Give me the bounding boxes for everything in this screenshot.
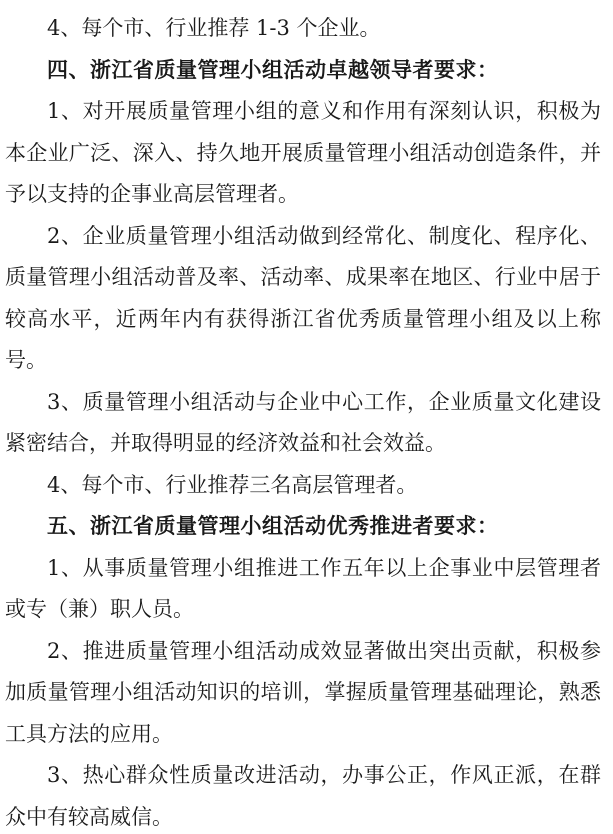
paragraph: 1、对开展质量管理小组的意义和作用有深刻认识，积极为本企业广泛、深入、持久地开展质量管理小组活动创造条件，并予以支持的企事业高层管理者。 — [5, 99, 601, 206]
paragraph: 4、每个市、行业推荐 1-3 个企业。 — [47, 16, 381, 40]
paragraph: 1、从事质量管理小组推进工作五年以上企事业中层管理者或专（兼）职人员。 — [5, 555, 601, 621]
paragraph: 2、企业质量管理小组活动做到经常化、制度化、程序化、质量管理小组活动普及率、活动率、成果率在地区、行业中居于较高水平，近两年内有获得浙江省优秀质量管理小组及以上称号。 — [5, 223, 601, 372]
section-heading: 四、浙江省质量管理小组活动卓越领导者要求： — [47, 57, 499, 82]
section-heading: 五、浙江省质量管理小组活动优秀推进者要求： — [47, 514, 499, 538]
paragraph: 4、每个市、行业推荐三名高层管理者。 — [47, 472, 418, 497]
paragraph: 3、热心群众性质量改进活动，办事公正，作风正派，在群众中有较高威信。 — [5, 763, 601, 829]
paragraph: 3、质量管理小组活动与企业中心工作，企业质量文化建设紧密结合，并取得明显的经济效益和社会效益。 — [5, 389, 601, 455]
paragraph: 2、推进质量管理小组活动成效显著做出突出贡献，积极参加质量管理小组活动知识的培训，掌握质量管理基础理论，熟悉工具方法的应用。 — [5, 638, 601, 746]
